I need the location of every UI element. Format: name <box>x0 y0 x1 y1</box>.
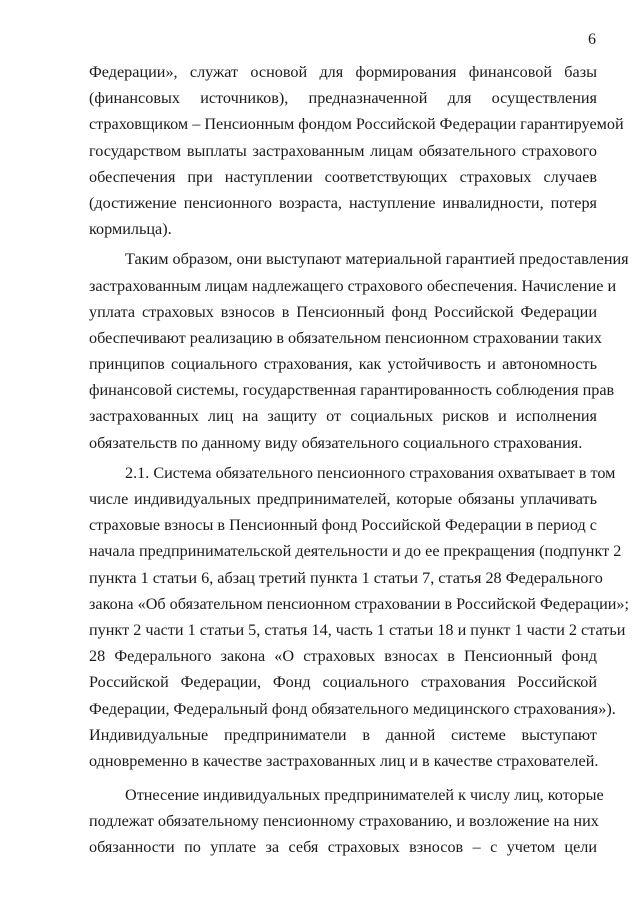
text-line: Отнесение индивидуальных предпринимателей к числу лиц, которые <box>125 786 604 805</box>
text-line: пункт 2 части 1 статьи 5, статья 14, часть 1 статьи 18 и пункт 1 части 2 статьи <box>89 620 626 639</box>
text-line: страховые взносы в Пенсионный фонд Российской Федерации в период с <box>89 516 597 535</box>
text-line: числе индивидуальных предпринимателей, которые обязаны уплачивать <box>89 490 597 508</box>
text-line: 2.1. Система обязательного пенсионного страхования охватывает в том <box>125 463 616 482</box>
paragraph-2 <box>89 246 629 456</box>
text-line: застрахованных лиц на защиту от социальных рисков и исполнения <box>89 407 597 426</box>
text-line: застрахованным лицам надлежащего страхового обеспечения. Начисление и <box>89 276 617 295</box>
text-line: Таким образом, они выступают материальной гарантией предоставления <box>125 250 629 269</box>
text-line: Федерации, Федеральный фонд обязательного медицинского страхования»). <box>89 699 616 718</box>
text-line: обеспечивают реализацию в обязательном пенсионном страховании таких <box>89 328 602 347</box>
paragraph-spacer <box>89 774 597 782</box>
text-line: 28 Федерального закона «О страховых взносах в Пенсионный фонд <box>89 647 597 666</box>
text-line: закона «Об обязательном пенсионном страховании в Российской Федерации»; <box>89 594 630 613</box>
text-line: (финансовых источников), предназначенной для осуществления <box>89 89 597 108</box>
text-line: финансовой системы, государственная гарантированность соблюдения прав <box>89 381 615 400</box>
text-line: кормильца). <box>89 220 172 239</box>
text-line: обязательств по данному виду обязательного социального страхования. <box>89 433 583 452</box>
document-body <box>89 59 630 861</box>
text-line: Российской Федерации, Фонд социального страхования Российской <box>89 673 597 692</box>
paragraph-3 <box>89 460 630 774</box>
text-line: государством выплаты застрахованным лицам обязательного страхового <box>89 141 597 160</box>
text-line: уплата страховых взносов в Пенсионный фонд Российской Федерации <box>89 302 597 321</box>
text-line: страховщиком – Пенсионным фондом Российской Федерации гарантируемой <box>89 115 624 134</box>
text-line: начала предпринимательской деятельности и до ее прекращения (подпункт 2 <box>89 542 622 561</box>
text-line: Федерации», служат основой для формирования финансовой базы <box>89 63 597 81</box>
text-line: обязанности по уплате за себя страховых взносов – с учетом цели <box>89 838 597 857</box>
paragraph-4 <box>89 782 604 861</box>
text-line: пункта 1 статьи 6, абзац третий пункта 1 статьи 7, статья 28 Федерального <box>89 568 603 587</box>
text-line: обеспечения при наступлении соответствующих страховых случаев <box>89 167 597 186</box>
text-line: подлежат обязательному пенсионному страхованию, и возложение на них <box>89 812 599 831</box>
text-line: (достижение пенсионного возраста, наступление инвалидности, потеря <box>89 193 597 212</box>
text-line: Индивидуальные предприниматели в данной системе выступают <box>89 725 597 744</box>
text-line: принципов социального страхования, как устойчивость и автономность <box>89 355 597 374</box>
page-number: 6 <box>588 31 596 48</box>
paragraph-1 <box>89 59 624 242</box>
text-line: одновременно в качестве застрахованных лиц и в качестве страхователей. <box>89 751 599 770</box>
